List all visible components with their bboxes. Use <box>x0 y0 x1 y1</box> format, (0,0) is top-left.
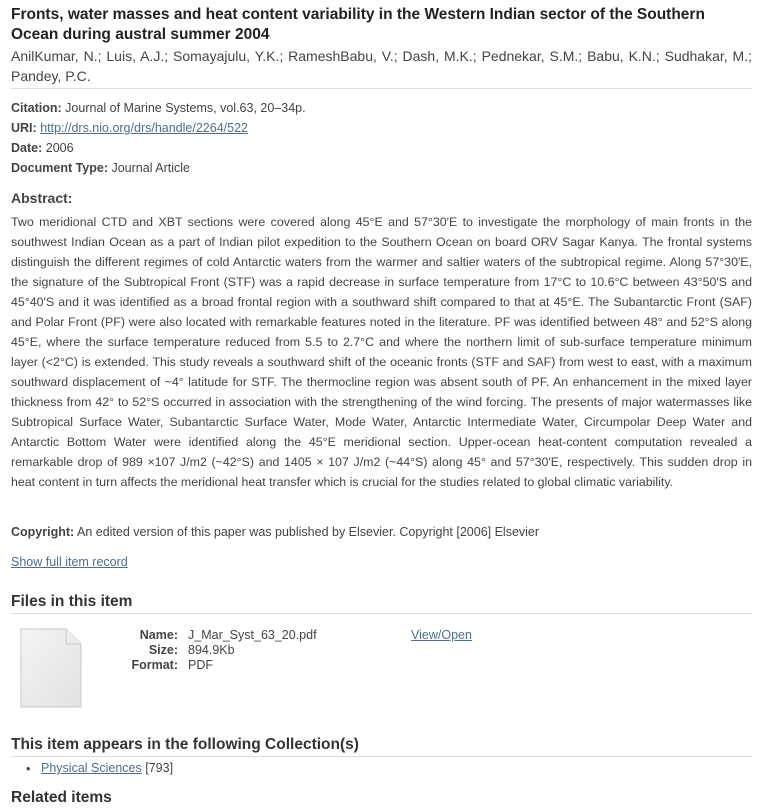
divider <box>11 88 752 89</box>
file-size-label: Size: <box>148 643 178 657</box>
abstract-text: Two meridional CTD and XBT sections were covered along 45°E and 57°30′E to investigate the morphology of main fronts in the southwest Indian Ocean as a part of Indian pilot expedition to the Southern Ocean on board ORV Sagar Kanya. The frontal systems distinguish the different regimes of cold Antarctic waters from the warmer and saltier waters of the subtropical regime. Along 57°30′E, the signature of the Subtropical Front (STF) was a rapid decrease in surface temperature from 17°C to 10.6°C between 43°50′S and 45°40′S and it was identified as a broad frontal region with a southward shift compared to that at 45°E. The Subantarctic Front (SAF) and Polar Front (PF) were also located with remarkable features noted in the literature. PF was identified between 48° and 52°S along 45°E, where the surface temperature reduced from 5.5 to 2.7°C and where the northern limit of sub-surface temperature minimum layer (<2°C) is extended. This study reveals a southward shift of the oceanic fronts (STF and SAF) from west to east, with a maximum southward displacement of ~4° latitude for STF. The thermocline region was absent south of PF. An enhancement in the mixed layer thickness from 42° to 52°S occurred in association with the strengthening of the wind forcing. The presents of major watermasses like Subtropical Surface Water, Subantarctic Surface Water, Mode Water, Antarctic Intermediate Water, Circumpolar Deep Water and Antarctic Bottom Water were identified along the 45°E meridional section. Upper-ocean heat-content computation revealed a remarkable drop of 989 ×107 J/m2 (~42°S) and 1405 × 107 J/m2 (~44°S) along 45° and 57°30′E, respectively. This sudden drop in heat content in turn affects the meridional heat transfer which is crucial for the studies related to global climatic variability. <box>11 215 752 489</box>
document-icon[interactable] <box>20 628 82 708</box>
abstract-label: Abstract: <box>11 190 73 206</box>
citation-label: Citation: <box>11 101 62 115</box>
copyright-label: Copyright: <box>11 525 75 539</box>
file-size-value: 894.9Kb <box>188 643 235 657</box>
uri-label: URI: <box>11 121 37 135</box>
citation-row <box>11 100 306 116</box>
date-label: Date: <box>11 141 43 155</box>
citation-value: Journal of Marine Systems, vol.63, 20–34p. <box>65 101 306 115</box>
collection-link[interactable]: Physical Sciences <box>41 761 142 775</box>
view-open-link[interactable]: View/Open <box>411 628 472 642</box>
uri-row <box>11 120 248 136</box>
file-name-label: Name: <box>139 628 178 642</box>
related-heading: Related items <box>11 789 112 806</box>
collection-list <box>26 761 174 776</box>
item-title: Fronts, water masses and heat content variability in the Western Indian sector of the Southern Ocean during austral summer 2004 <box>11 6 705 43</box>
item-authors: AnilKumar, N.; Luis, A.J.; Somayajulu, Y.K.; RameshBabu, V.; Dash, M.K.; Pednekar, S.M.; Babu, K.N.; Sudhakar, M.; Pandey, P.C. <box>11 48 752 84</box>
date-value: 2006 <box>45 141 74 155</box>
bullet-icon: • <box>26 762 31 776</box>
doctype-label: Document Type: <box>11 161 108 175</box>
doctype-value: Journal Article <box>111 161 190 175</box>
collections-heading: This item appears in the following Collection(s) <box>11 736 752 757</box>
file-name-value: J_Mar_Syst_63_20.pdf <box>188 628 317 642</box>
copyright-value: An edited version of this paper was published by Elsevier. Copyright [2006] Elsevier <box>76 525 540 539</box>
collection-count: [793] <box>145 761 174 775</box>
file-format-label: Format: <box>131 658 178 672</box>
copyright-row <box>11 524 539 540</box>
date-row <box>11 140 74 156</box>
uri-link[interactable]: http://drs.nio.org/drs/handle/2264/522 <box>40 121 248 135</box>
show-full-record-link[interactable]: Show full item record <box>11 555 128 569</box>
files-heading: Files in this item <box>11 593 752 614</box>
file-format-value: PDF <box>188 658 213 672</box>
doctype-row <box>11 160 190 176</box>
